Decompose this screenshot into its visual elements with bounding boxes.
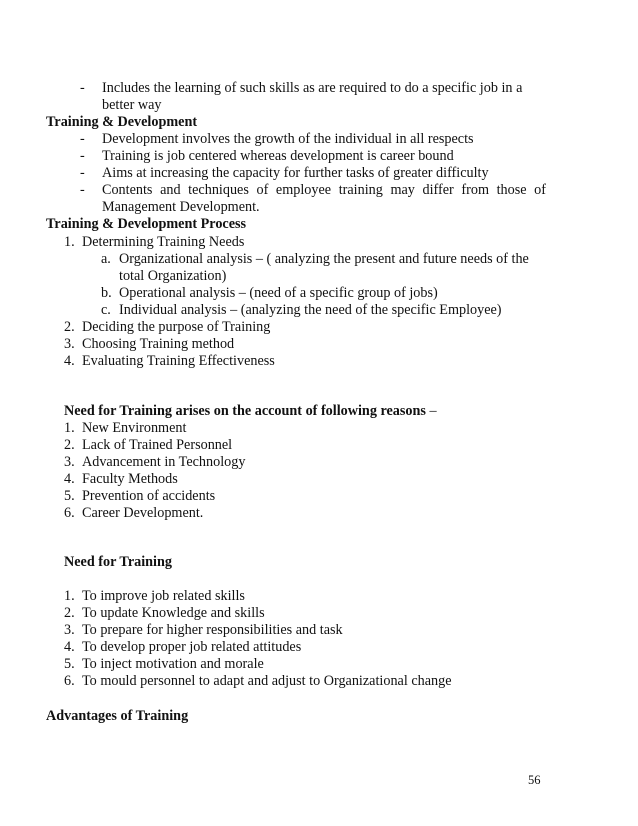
heading-dash: – (425, 403, 437, 419)
item-text: Career Development. (82, 505, 204, 521)
sub-item-continuation: total Organization) (119, 268, 227, 284)
list-item (64, 605, 265, 622)
item-text: Determining Training Needs (82, 234, 245, 250)
item-number: 3. (64, 336, 75, 352)
bullet-text: Aims at increasing the capacity for further tasks of greater difficulty (102, 165, 489, 181)
sub-list-item (101, 285, 438, 302)
list-item (64, 471, 178, 488)
list-item (64, 454, 245, 471)
sub-list-item (101, 302, 502, 319)
section-heading-process: Training & Development Process (46, 216, 247, 232)
item-number: 3. (64, 454, 75, 470)
section-heading-need-reasons (64, 403, 437, 420)
section-heading-need: Need for Training (64, 554, 172, 570)
item-number: 4. (64, 353, 75, 369)
item-number: 5. (64, 656, 75, 672)
list-item (64, 488, 215, 505)
page-number: 56 (528, 773, 541, 787)
list-item (64, 319, 270, 336)
bullet-text: Training is job centered whereas development is career bound (102, 148, 454, 164)
heading-text: Need for Training arises on the account of following reasons (64, 403, 426, 419)
item-text: To develop proper job related attitudes (82, 639, 302, 655)
item-number: 1. (64, 234, 75, 250)
bullet-text: Contents and techniques of employee training may differ from those of (102, 182, 546, 198)
item-text: Evaluating Training Effectiveness (82, 353, 275, 369)
list-item (64, 234, 244, 251)
bullet-marker: - (80, 131, 85, 147)
item-text: Organizational analysis – ( analyzing the present and future needs of the (119, 251, 529, 267)
item-number: 1. (64, 420, 75, 436)
item-number: 2. (64, 437, 75, 453)
bullet-marker: - (80, 80, 85, 96)
list-item (64, 588, 245, 605)
item-text: Prevention of accidents (82, 488, 216, 504)
item-number: 5. (64, 488, 75, 504)
item-text: Faculty Methods (82, 471, 178, 487)
item-text: Lack of Trained Personnel (82, 437, 233, 453)
list-item (64, 336, 234, 353)
item-text: To mould personnel to adapt and adjust to Organizational change (82, 673, 452, 689)
list-item (64, 353, 275, 370)
item-letter: b. (101, 285, 112, 301)
item-text: To inject motivation and morale (82, 656, 264, 672)
list-item (64, 437, 232, 454)
item-number: 6. (64, 505, 75, 521)
section-heading-training-development: Training & Development (46, 114, 198, 130)
item-letter: c. (101, 302, 111, 318)
bullet-continuation: better way (102, 97, 162, 113)
item-text: To prepare for higher responsibilities and task (82, 622, 343, 638)
bullet-text: Development involves the growth of the individual in all respects (102, 131, 474, 147)
list-item (64, 656, 264, 673)
bullet-continuation: Management Development. (102, 199, 260, 215)
sub-list-item (101, 251, 529, 268)
list-item (64, 622, 343, 639)
item-text: Individual analysis – (analyzing the need of the specific Employee) (119, 302, 502, 318)
bullet-marker: - (80, 148, 85, 164)
item-number: 3. (64, 622, 75, 638)
item-text: Operational analysis – (need of a specific group of jobs) (119, 285, 438, 301)
list-item (80, 165, 489, 182)
list-item (64, 673, 452, 690)
item-text: Choosing Training method (82, 336, 235, 352)
item-text: To update Knowledge and skills (82, 605, 265, 621)
item-letter: a. (101, 251, 111, 267)
item-text: Advancement in Technology (82, 454, 246, 470)
list-item (80, 131, 474, 148)
item-number: 2. (64, 319, 75, 335)
item-number: 4. (64, 639, 75, 655)
bullet-marker: - (80, 165, 85, 181)
list-item (80, 148, 454, 165)
section-heading-advantages: Advantages of Training (46, 708, 189, 724)
item-number: 1. (64, 588, 75, 604)
item-number: 2. (64, 605, 75, 621)
list-item (64, 639, 301, 656)
item-text: Deciding the purpose of Training (82, 319, 271, 335)
list-item (64, 420, 186, 437)
item-number: 6. (64, 673, 75, 689)
item-text: To improve job related skills (82, 588, 245, 604)
item-text: New Environment (82, 420, 187, 436)
list-item (64, 505, 203, 522)
list-item (80, 182, 546, 199)
intro-bullet (80, 80, 522, 97)
bullet-marker: - (80, 182, 85, 198)
bullet-text: Includes the learning of such skills as are required to do a specific job in a (102, 80, 523, 96)
item-number: 4. (64, 471, 75, 487)
